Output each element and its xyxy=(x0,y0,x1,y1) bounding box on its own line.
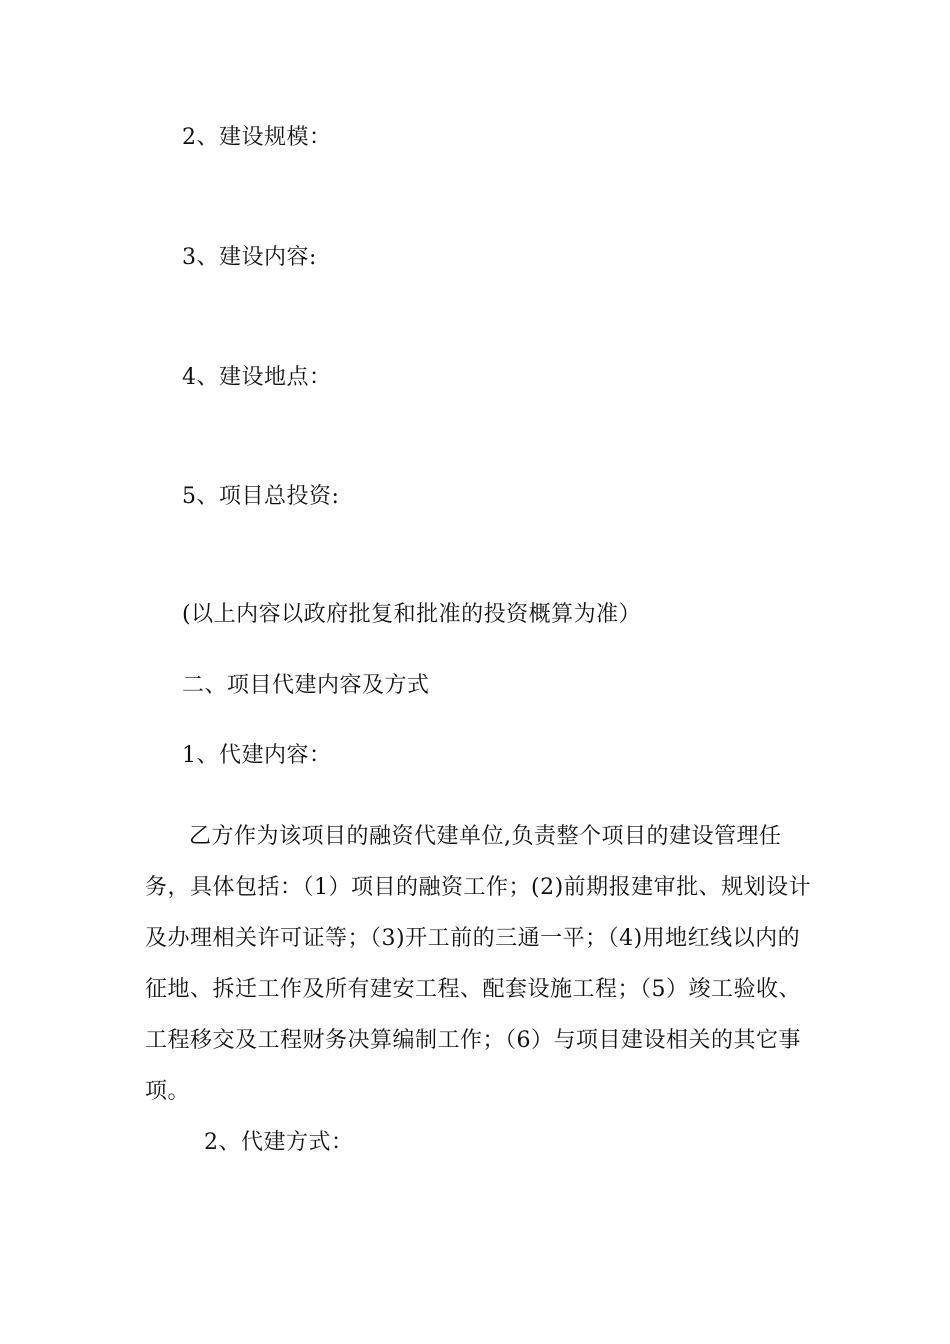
section-heading: 二、项目代建内容及方式 xyxy=(182,673,430,698)
paragraph-text: 乙方作为该项目的融资代建单位,负责整个项目的建设管理任务，具体包括：（1）项目的融资工作；(2)前期报建审批、规划设计及办理相关许可证等；（3)开工前的三通一平；（4)用地红线以内的征地、拆迁工作及所有建安工程、配套设施工程；（5）竣工验收、工程移交及工程财务决算编制工作；（6）与项目建设相关的其它事项。 xyxy=(145,824,812,1104)
item-construction-content: 3、建设内容: xyxy=(182,245,317,270)
item-agency-content: 1、代建内容： xyxy=(182,743,332,768)
body-paragraph xyxy=(145,811,817,1117)
note-approval-basis: (以上内容以政府批复和批准的投资概算为准） xyxy=(182,602,642,627)
item-agency-method: 2、代建方式： xyxy=(204,1130,354,1155)
item-total-investment: 5、项目总投资: xyxy=(182,484,340,509)
item-construction-scale: 2、建设规模： xyxy=(182,125,332,150)
item-construction-location: 4、建设地点： xyxy=(182,365,332,390)
